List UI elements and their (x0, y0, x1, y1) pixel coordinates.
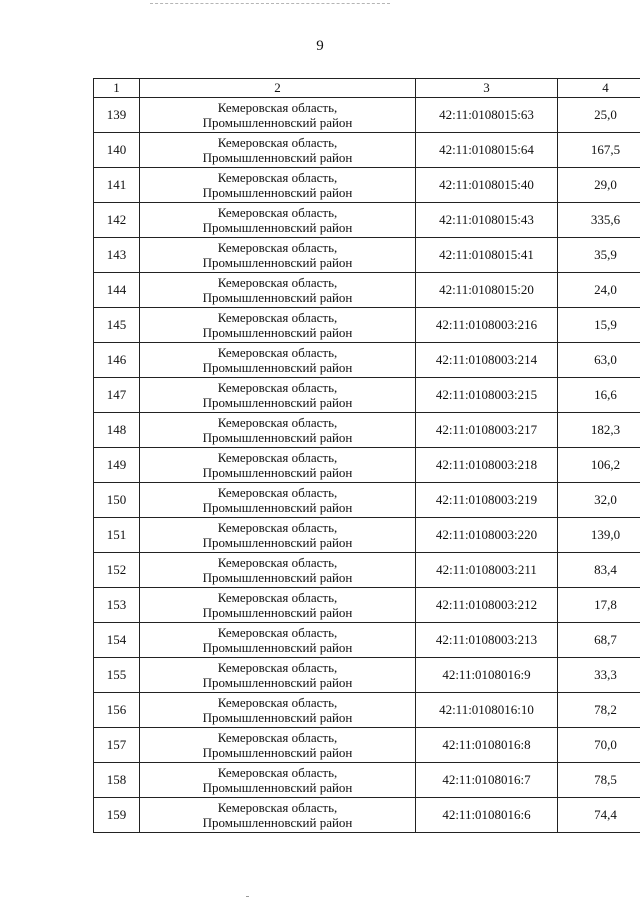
column-header-2: 2 (140, 79, 416, 98)
cadastral-number: 42:11:0108016:9 (416, 658, 558, 693)
location-district: Промышленновский район (202, 605, 353, 620)
location-region: Кемеровская область, (217, 765, 338, 780)
location-district: Промышленновский район (202, 535, 353, 550)
location-district: Промышленновский район (202, 185, 353, 200)
cadastral-number: 42:11:0108015:43 (416, 203, 558, 238)
row-number: 139 (94, 98, 140, 133)
table-row (94, 448, 640, 483)
location-district: Промышленновский район (202, 360, 353, 375)
location-region: Кемеровская область, (217, 275, 338, 290)
area-value: 167,5 (558, 133, 640, 168)
area-value: 139,0 (558, 518, 640, 553)
location-region: Кемеровская область, (217, 345, 338, 360)
table-row (94, 623, 640, 658)
cadastral-number: 42:11:0108016:10 (416, 693, 558, 728)
area-value: 74,4 (558, 798, 640, 833)
row-number: 150 (94, 483, 140, 518)
cadastral-number: 42:11:0108016:8 (416, 728, 558, 763)
table-row (94, 553, 640, 588)
cadastral-register-table (93, 78, 640, 833)
location-region: Кемеровская область, (217, 485, 338, 500)
table-row (94, 343, 640, 378)
area-value: 32,0 (558, 483, 640, 518)
table-row (94, 273, 640, 308)
location-district: Промышленновский район (202, 150, 353, 165)
location-region: Кемеровская область, (217, 590, 338, 605)
area-value: 106,2 (558, 448, 640, 483)
location-district: Промышленновский район (202, 570, 353, 585)
location-cell (140, 623, 416, 658)
cadastral-number: 42:11:0108003:220 (416, 518, 558, 553)
location-cell (140, 98, 416, 133)
area-value: 78,5 (558, 763, 640, 798)
location-district: Промышленновский район (202, 115, 353, 130)
scan-top-rule (150, 3, 390, 4)
cadastral-number: 42:11:0108003:216 (416, 308, 558, 343)
row-number: 144 (94, 273, 140, 308)
table-row (94, 518, 640, 553)
location-cell (140, 448, 416, 483)
cadastral-number: 42:11:0108015:63 (416, 98, 558, 133)
cadastral-number: 42:11:0108015:41 (416, 238, 558, 273)
row-number: 140 (94, 133, 140, 168)
cadastral-number: 42:11:0108003:217 (416, 413, 558, 448)
table-row (94, 588, 640, 623)
location-region: Кемеровская область, (217, 555, 338, 570)
location-region: Кемеровская область, (217, 800, 338, 815)
location-cell (140, 693, 416, 728)
area-value: 68,7 (558, 623, 640, 658)
cadastral-number: 42:11:0108015:20 (416, 273, 558, 308)
row-number: 154 (94, 623, 140, 658)
cadastral-number: 42:11:0108003:215 (416, 378, 558, 413)
row-number: 153 (94, 588, 140, 623)
table-row (94, 483, 640, 518)
location-district: Промышленновский район (202, 325, 353, 340)
table-row (94, 798, 640, 833)
table-row (94, 133, 640, 168)
location-region: Кемеровская область, (217, 695, 338, 710)
column-header-4: 4 (558, 79, 640, 98)
table-row (94, 98, 640, 133)
table-body (94, 79, 640, 833)
location-region: Кемеровская область, (217, 100, 338, 115)
row-number: 143 (94, 238, 140, 273)
row-number: 152 (94, 553, 140, 588)
location-cell (140, 133, 416, 168)
location-district: Промышленновский район (202, 290, 353, 305)
location-district: Промышленновский район (202, 465, 353, 480)
scan-speck (246, 896, 249, 897)
table-row (94, 203, 640, 238)
row-number: 149 (94, 448, 140, 483)
area-value: 83,4 (558, 553, 640, 588)
cadastral-number: 42:11:0108015:40 (416, 168, 558, 203)
row-number: 159 (94, 798, 140, 833)
table-row (94, 763, 640, 798)
cadastral-number: 42:11:0108003:214 (416, 343, 558, 378)
row-number: 147 (94, 378, 140, 413)
location-cell (140, 483, 416, 518)
area-value: 16,6 (558, 378, 640, 413)
area-value: 335,6 (558, 203, 640, 238)
table-row (94, 658, 640, 693)
location-cell (140, 273, 416, 308)
location-district: Промышленновский район (202, 640, 353, 655)
location-cell (140, 798, 416, 833)
location-cell (140, 728, 416, 763)
area-value: 70,0 (558, 728, 640, 763)
location-district: Промышленновский район (202, 745, 353, 760)
area-value: 33,3 (558, 658, 640, 693)
table-row (94, 238, 640, 273)
location-cell (140, 413, 416, 448)
location-district: Промышленновский район (202, 430, 353, 445)
table-row (94, 378, 640, 413)
area-value: 182,3 (558, 413, 640, 448)
location-cell (140, 763, 416, 798)
location-cell (140, 168, 416, 203)
location-district: Промышленновский район (202, 220, 353, 235)
cadastral-number: 42:11:0108003:218 (416, 448, 558, 483)
cadastral-number: 42:11:0108003:211 (416, 553, 558, 588)
location-district: Промышленновский район (202, 780, 353, 795)
row-number: 142 (94, 203, 140, 238)
row-number: 146 (94, 343, 140, 378)
column-number-header-row (94, 79, 640, 98)
row-number: 156 (94, 693, 140, 728)
column-header-1: 1 (94, 79, 140, 98)
location-region: Кемеровская область, (217, 205, 338, 220)
location-region: Кемеровская область, (217, 135, 338, 150)
table-row (94, 308, 640, 343)
row-number: 151 (94, 518, 140, 553)
cadastral-number: 42:11:0108003:213 (416, 623, 558, 658)
location-cell (140, 378, 416, 413)
area-value: 63,0 (558, 343, 640, 378)
row-number: 157 (94, 728, 140, 763)
location-cell (140, 518, 416, 553)
location-region: Кемеровская область, (217, 625, 338, 640)
row-number: 158 (94, 763, 140, 798)
location-region: Кемеровская область, (217, 170, 338, 185)
table-row (94, 693, 640, 728)
table-row (94, 413, 640, 448)
table-row (94, 728, 640, 763)
cadastral-number: 42:11:0108015:64 (416, 133, 558, 168)
location-cell (140, 238, 416, 273)
location-district: Промышленновский район (202, 500, 353, 515)
location-cell (140, 343, 416, 378)
location-region: Кемеровская область, (217, 415, 338, 430)
column-header-3: 3 (416, 79, 558, 98)
location-district: Промышленновский район (202, 815, 353, 830)
area-value: 24,0 (558, 273, 640, 308)
area-value: 29,0 (558, 168, 640, 203)
area-value: 35,9 (558, 238, 640, 273)
location-region: Кемеровская область, (217, 660, 338, 675)
location-district: Промышленновский район (202, 710, 353, 725)
location-region: Кемеровская область, (217, 730, 338, 745)
location-cell (140, 553, 416, 588)
area-value: 17,8 (558, 588, 640, 623)
location-cell (140, 203, 416, 238)
location-region: Кемеровская область, (217, 240, 338, 255)
location-region: Кемеровская область, (217, 520, 338, 535)
cadastral-number: 42:11:0108016:6 (416, 798, 558, 833)
location-region: Кемеровская область, (217, 380, 338, 395)
row-number: 145 (94, 308, 140, 343)
area-value: 78,2 (558, 693, 640, 728)
location-district: Промышленновский район (202, 255, 353, 270)
table-row (94, 168, 640, 203)
location-district: Промышленновский район (202, 675, 353, 690)
location-region: Кемеровская область, (217, 450, 338, 465)
page-number: 9 (316, 38, 324, 54)
location-cell (140, 308, 416, 343)
area-value: 25,0 (558, 98, 640, 133)
cadastral-number: 42:11:0108003:219 (416, 483, 558, 518)
location-district: Промышленновский район (202, 395, 353, 410)
location-cell (140, 588, 416, 623)
area-value: 15,9 (558, 308, 640, 343)
row-number: 148 (94, 413, 140, 448)
location-cell (140, 658, 416, 693)
row-number: 155 (94, 658, 140, 693)
row-number: 141 (94, 168, 140, 203)
location-region: Кемеровская область, (217, 310, 338, 325)
cadastral-number: 42:11:0108016:7 (416, 763, 558, 798)
cadastral-number: 42:11:0108003:212 (416, 588, 558, 623)
